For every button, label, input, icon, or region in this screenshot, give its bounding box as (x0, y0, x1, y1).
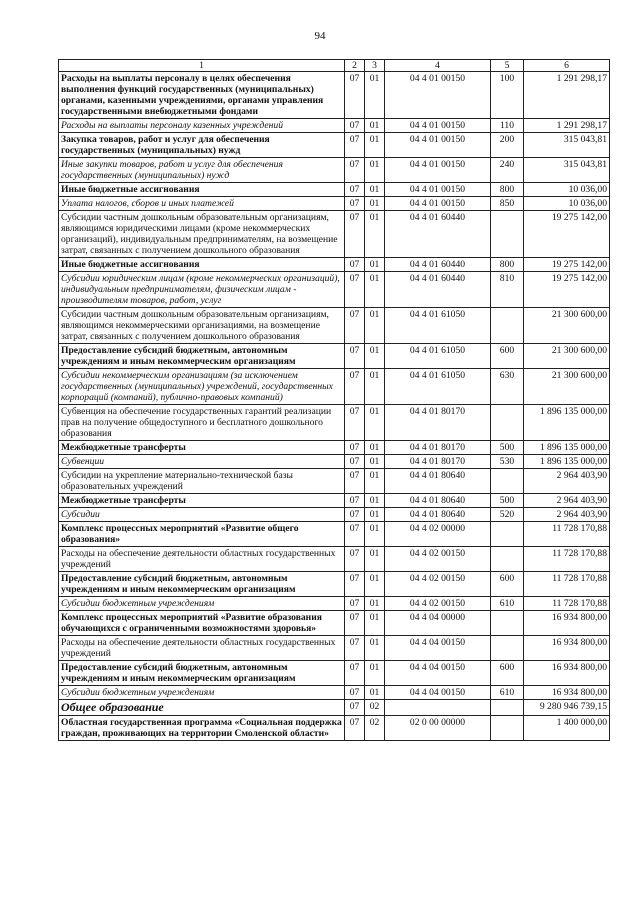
section-code: 07 (345, 611, 365, 636)
subsection-code: 01 (365, 183, 385, 197)
subsection-code: 01 (365, 611, 385, 636)
amount: 21 300 600,00 (524, 308, 610, 344)
row-name: Субвенция на обеспечение государственных гарантий реализации прав на получение общедоступного и бесплатного дошкольного образования (59, 405, 345, 441)
target-article-code: 04 4 02 00000 (385, 522, 491, 547)
table-row (59, 597, 610, 611)
section-code: 07 (345, 494, 365, 508)
table-row (59, 469, 610, 494)
expense-type-code (491, 636, 524, 661)
table-row (59, 344, 610, 369)
target-article-code: 04 4 01 00150 (385, 183, 491, 197)
target-article-code: 04 4 01 60440 (385, 211, 491, 258)
table-row (59, 119, 610, 133)
target-article-code: 04 4 01 60440 (385, 272, 491, 308)
subsection-code: 01 (365, 661, 385, 686)
section-code: 07 (345, 197, 365, 211)
row-name: Иные закупки товаров, работ и услуг для обеспечения государственных (муниципальных) нужд (59, 158, 345, 183)
amount: 10 036,00 (524, 197, 610, 211)
table-row (59, 272, 610, 308)
expense-type-code: 500 (491, 441, 524, 455)
section-code: 07 (345, 133, 365, 158)
expense-type-code (491, 522, 524, 547)
row-name: Расходы на обеспечение деятельности областных государственных учреждений (59, 547, 345, 572)
expense-type-code: 630 (491, 369, 524, 405)
section-code: 07 (345, 211, 365, 258)
amount: 11 728 170,88 (524, 522, 610, 547)
target-article-code: 04 4 01 60440 (385, 258, 491, 272)
row-name: Субвенции (59, 455, 345, 469)
amount: 1 291 298,17 (524, 72, 610, 119)
section-code: 07 (345, 508, 365, 522)
table-row (59, 405, 610, 441)
section-code: 07 (345, 716, 365, 741)
expense-type-code: 530 (491, 455, 524, 469)
subsection-code: 01 (365, 441, 385, 455)
subsection-code: 02 (365, 700, 385, 716)
expense-type-code: 600 (491, 661, 524, 686)
table-row (59, 494, 610, 508)
subsection-code: 02 (365, 716, 385, 741)
section-code: 07 (345, 72, 365, 119)
amount: 2 964 403,90 (524, 508, 610, 522)
expense-type-code: 600 (491, 344, 524, 369)
expense-type-code: 100 (491, 72, 524, 119)
subsection-code: 01 (365, 133, 385, 158)
table-row (59, 455, 610, 469)
amount: 19 275 142,00 (524, 211, 610, 258)
column-number: 4 (385, 60, 491, 72)
expense-type-code: 810 (491, 272, 524, 308)
expense-type-code: 500 (491, 494, 524, 508)
expense-type-code (491, 611, 524, 636)
row-name: Субсидии на укрепление материально-технической базы образовательных учреждений (59, 469, 345, 494)
amount: 21 300 600,00 (524, 344, 610, 369)
table-row (59, 258, 610, 272)
target-article-code: 02 0 00 00000 (385, 716, 491, 741)
table-row (59, 133, 610, 158)
row-name: Межбюджетные трансферты (59, 441, 345, 455)
subsection-code: 01 (365, 308, 385, 344)
amount: 19 275 142,00 (524, 272, 610, 308)
table-row (59, 183, 610, 197)
amount: 16 934 800,00 (524, 636, 610, 661)
row-name: Межбюджетные трансферты (59, 494, 345, 508)
subsection-code: 01 (365, 494, 385, 508)
expense-type-code: 610 (491, 686, 524, 700)
section-code: 07 (345, 636, 365, 661)
table-row (59, 636, 610, 661)
section-code: 07 (345, 686, 365, 700)
target-article-code: 04 4 04 00150 (385, 636, 491, 661)
table-row (59, 158, 610, 183)
row-name: Субсидии (59, 508, 345, 522)
amount: 1 400 000,00 (524, 716, 610, 741)
subsection-code: 01 (365, 455, 385, 469)
expense-type-code: 240 (491, 158, 524, 183)
row-name: Предоставление субсидий бюджетным, автономным учреждениям и иным некоммерческим организациям (59, 572, 345, 597)
expense-type-code: 600 (491, 572, 524, 597)
amount: 21 300 600,00 (524, 369, 610, 405)
expense-type-code: 110 (491, 119, 524, 133)
target-article-code: 04 4 04 00000 (385, 611, 491, 636)
section-code: 07 (345, 572, 365, 597)
expense-type-code (491, 700, 524, 716)
section-code: 07 (345, 441, 365, 455)
subsection-code: 01 (365, 686, 385, 700)
column-number-row (59, 60, 610, 72)
table-row (59, 369, 610, 405)
row-name: Расходы на выплаты персоналу в целях обеспечения выполнения функций государственных (муниципальных) органами, казенными учреждениями, органами управления государственными внебюджетными фондами (59, 72, 345, 119)
table-row (59, 611, 610, 636)
section-code: 07 (345, 344, 365, 369)
subsection-code: 01 (365, 369, 385, 405)
amount: 16 934 800,00 (524, 611, 610, 636)
target-article-code: 04 4 02 00150 (385, 597, 491, 611)
expense-type-code: 520 (491, 508, 524, 522)
row-name: Предоставление субсидий бюджетным, автономным учреждениям и иным некоммерческим организациям (59, 344, 345, 369)
target-article-code: 04 4 04 00150 (385, 686, 491, 700)
table-row (59, 441, 610, 455)
subsection-code: 01 (365, 522, 385, 547)
row-name: Расходы на обеспечение деятельности областных государственных учреждений (59, 636, 345, 661)
row-name: Субсидии юридическим лицам (кроме некоммерческих организаций), индивидуальным предпринимателям, физическим лицам - производителям товаров, работ, услуг (59, 272, 345, 308)
row-name: Субсидии некоммерческим организациям (за исключением государственных (муниципальных) учреждений, государственных корпораций (компаний), публично-правовых компаний) (59, 369, 345, 405)
target-article-code: 04 4 02 00150 (385, 547, 491, 572)
amount: 11 728 170,88 (524, 597, 610, 611)
amount: 16 934 800,00 (524, 686, 610, 700)
amount: 11 728 170,88 (524, 572, 610, 597)
expense-type-code: 610 (491, 597, 524, 611)
section-code: 07 (345, 119, 365, 133)
row-name: Субсидии бюджетным учреждениям (59, 686, 345, 700)
target-article-code: 04 4 01 61050 (385, 308, 491, 344)
subsection-code: 01 (365, 344, 385, 369)
row-name: Субсидии частным дошкольным образовательным организациям, являющимся юридическими лицами (кроме некоммерческих организаций), индивидуальным предпринимателям, на возмещение затрат, связанных с получением дошкольного образования (59, 211, 345, 258)
target-article-code (385, 700, 491, 716)
section-code: 07 (345, 158, 365, 183)
row-name: Расходы на выплаты персоналу казенных учреждений (59, 119, 345, 133)
amount: 16 934 800,00 (524, 661, 610, 686)
table-row (59, 72, 610, 119)
subsection-code: 01 (365, 636, 385, 661)
section-code: 07 (345, 258, 365, 272)
table-row (59, 661, 610, 686)
column-number: 6 (524, 60, 610, 72)
table-row (59, 508, 610, 522)
table-row (59, 197, 610, 211)
target-article-code: 04 4 01 00150 (385, 133, 491, 158)
subsection-code: 01 (365, 572, 385, 597)
table-row (59, 522, 610, 547)
target-article-code: 04 4 01 00150 (385, 119, 491, 133)
column-number: 5 (491, 60, 524, 72)
row-name: Комплекс процессных мероприятий «Развитие общего образования» (59, 522, 345, 547)
row-name: Общее образование (59, 700, 345, 716)
expense-type-code: 800 (491, 183, 524, 197)
subsection-code: 01 (365, 211, 385, 258)
target-article-code: 04 4 01 80170 (385, 455, 491, 469)
expense-type-code (491, 405, 524, 441)
table-row (59, 211, 610, 258)
target-article-code: 04 4 01 80640 (385, 469, 491, 494)
row-name: Иные бюджетные ассигнования (59, 183, 345, 197)
section-code: 07 (345, 272, 365, 308)
target-article-code: 04 4 01 80640 (385, 508, 491, 522)
section-code: 07 (345, 308, 365, 344)
row-name: Комплекс процессных мероприятий «Развитие образования обучающихся с ограниченными возможностями здоровья» (59, 611, 345, 636)
amount: 1 291 298,17 (524, 119, 610, 133)
amount: 315 043,81 (524, 158, 610, 183)
section-code: 07 (345, 700, 365, 716)
amount: 11 728 170,88 (524, 547, 610, 572)
row-name: Субсидии бюджетным учреждениям (59, 597, 345, 611)
column-number: 3 (365, 60, 385, 72)
target-article-code: 04 4 01 80170 (385, 441, 491, 455)
amount: 19 275 142,00 (524, 258, 610, 272)
section-code: 07 (345, 522, 365, 547)
row-name: Предоставление субсидий бюджетным, автономным учреждениям и иным некоммерческим организациям (59, 661, 345, 686)
target-article-code: 04 4 02 00150 (385, 572, 491, 597)
target-article-code: 04 4 01 80640 (385, 494, 491, 508)
amount: 10 036,00 (524, 183, 610, 197)
table-row (59, 700, 610, 716)
row-name: Уплата налогов, сборов и иных платежей (59, 197, 345, 211)
budget-table (58, 59, 610, 741)
target-article-code: 04 4 01 61050 (385, 344, 491, 369)
table-row (59, 308, 610, 344)
subsection-code: 01 (365, 158, 385, 183)
target-article-code: 04 4 04 00150 (385, 661, 491, 686)
target-article-code: 04 4 01 00150 (385, 72, 491, 119)
subsection-code: 01 (365, 469, 385, 494)
amount: 1 896 135 000,00 (524, 441, 610, 455)
expense-type-code: 800 (491, 258, 524, 272)
subsection-code: 01 (365, 597, 385, 611)
amount: 2 964 403,90 (524, 494, 610, 508)
table-row (59, 716, 610, 741)
section-code: 07 (345, 183, 365, 197)
subsection-code: 01 (365, 72, 385, 119)
expense-type-code: 200 (491, 133, 524, 158)
expense-type-code: 850 (491, 197, 524, 211)
expense-type-code (491, 211, 524, 258)
row-name: Иные бюджетные ассигнования (59, 258, 345, 272)
subsection-code: 01 (365, 508, 385, 522)
column-number: 2 (345, 60, 365, 72)
table-row (59, 572, 610, 597)
section-code: 07 (345, 469, 365, 494)
target-article-code: 04 4 01 00150 (385, 197, 491, 211)
row-name: Областная государственная программа «Социальная поддержка граждан, проживающих на территории Смоленской области» (59, 716, 345, 741)
section-code: 07 (345, 661, 365, 686)
section-code: 07 (345, 369, 365, 405)
amount: 9 280 946 739,15 (524, 700, 610, 716)
amount: 2 964 403,90 (524, 469, 610, 494)
target-article-code: 04 4 01 61050 (385, 369, 491, 405)
table-row (59, 686, 610, 700)
page-number: 94 (314, 30, 326, 42)
subsection-code: 01 (365, 258, 385, 272)
target-article-code: 04 4 01 80170 (385, 405, 491, 441)
section-code: 07 (345, 597, 365, 611)
section-code: 07 (345, 547, 365, 572)
subsection-code: 01 (365, 405, 385, 441)
subsection-code: 01 (365, 197, 385, 211)
amount: 1 896 135 000,00 (524, 455, 610, 469)
table-row (59, 547, 610, 572)
section-code: 07 (345, 455, 365, 469)
subsection-code: 01 (365, 119, 385, 133)
expense-type-code (491, 547, 524, 572)
subsection-code: 01 (365, 547, 385, 572)
section-code: 07 (345, 405, 365, 441)
target-article-code: 04 4 01 00150 (385, 158, 491, 183)
amount: 315 043,81 (524, 133, 610, 158)
expense-type-code (491, 469, 524, 494)
row-name: Субсидии частным дошкольным образовательным организациям, являющимся некоммерческими организациями, на возмещение затрат, связанных с получением дошкольного образования (59, 308, 345, 344)
amount: 1 896 135 000,00 (524, 405, 610, 441)
expense-type-code (491, 716, 524, 741)
column-number: 1 (59, 60, 345, 72)
row-name: Закупка товаров, работ и услуг для обеспечения государственных (муниципальных) нужд (59, 133, 345, 158)
expense-type-code (491, 308, 524, 344)
subsection-code: 01 (365, 272, 385, 308)
